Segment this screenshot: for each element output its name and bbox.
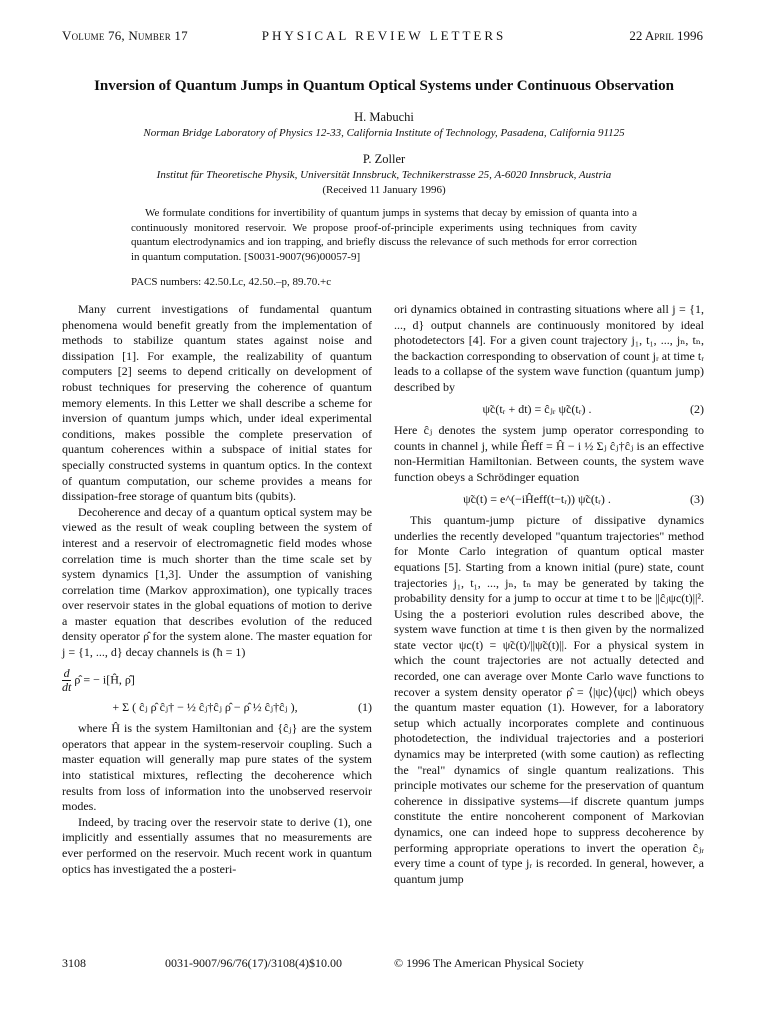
equation-1-lhs: ρ̂ = − i[Ĥ, ρ̂] [74, 671, 135, 686]
article-code: 0031-9007/96/76(17)/3108(4)$10.00 [165, 956, 342, 970]
received-date: (Received 11 January 1996) [322, 184, 446, 196]
left-paragraph-2: Decoherence and decay of a quantum optical system may be viewed as the result of weak coupling between the system of interest and a reservoir of electromagnetic field modes whose correlation time is much shorter than the time scale set by system dynamics [1,3]. Under the assumption of vanishing correlation time (Markov approximation), one typically traces over reservoir states in the global equations of motion to derive a master equation that describes evolution of the reduced density operator ρ̂ for the system alone. The master equation for j = {1, ..., d} decay channels is (ħ = 1) [62, 504, 372, 660]
left-paragraph-4: Indeed, by tracing over the reservoir state to derive (1), one implicitly and essentially assumes that no measurements are ever performed on the reservoir. Much recent work in quantum optics has investigated the a posteri- [62, 814, 372, 876]
equation-2 [394, 402, 704, 418]
equation-1-sum: + Σ ( ĉⱼ ρ̂ ĉⱼ† − ½ ĉⱼ†ĉⱼ ρ̂ − ρ̂ ½ ĉⱼ†ĉⱼ ), [112, 699, 298, 714]
equation-3-number: (3) [690, 491, 704, 506]
author-1-name: H. Mabuchi [354, 110, 414, 124]
equation-3 [394, 492, 704, 508]
header-date: 22 April 1996 [629, 28, 703, 43]
right-column [394, 302, 704, 887]
pacs-numbers: PACS numbers: 42.50.Lc, 42.50.–p, 89.70.+c [131, 276, 332, 288]
abstract: We formulate conditions for invertibility of quantum jumps in systems that decay by emission of quanta into a continuously monitored reservoir. We propose proof-of-principle experiments using techniques from cavity quantum electrodynamics and ion trapping, and briefly discuss the relevance of such methods for error correction in quantum computation. [S0031-9007(96)00057-9] [131, 207, 637, 263]
equation-1-line-2 [62, 700, 372, 716]
right-paragraph-3: This quantum-jump picture of dissipative dynamics underlies the recently developed "quantum trajectories" method for Monte Carlo integration of quantum optical master equations [5]. Starting from a known initial (pure) state, count trajectories j₁, t₁, ..., jₙ, tₙ may be generated by taking the probability density for a jump to occur at time t to be ||ĉⱼψc(t)||². Using the a posteriori evolution rules described above, the system wave function at time t is then given by the normalized state vector ψc(t) = ψ̃c(t)/||ψ̃c(t)||. For a physical system in which the count trajectories are not actually detected and recorded, one can average over Monte Carlo wave functions to recover a system density operator ρ̂ = ⟨|ψc⟩⟨ψc|⟩ which obeys the quantum master equation (1). However, for a laboratory setup which actually incorporates complete and continuous photodetection, the individual trajectories and a posteriori dynamics may be interpreted (with some caution) as reflecting the "real" dynamics of single quantum realizations. This principle motivates our scheme for the preservation of quantum coherence in dissipative systems—if discrete quantum jumps constitute the entire noncoherent component of Markovian dynamics, one can indeed hope to suppress decoherence by performing appropriate operations to invert the operation ĉⱼᵣ every time a count of type jᵣ is recorded. In general, however, a quantum jump [394, 513, 704, 886]
equation-2-body: ψ̃c(tᵣ + dt) = ĉⱼᵣ ψ̃c(tᵣ) . [482, 401, 592, 416]
equation-1-number: (1) [358, 699, 372, 714]
equation-2-number: (2) [690, 401, 704, 416]
author-2-affiliation: Institut für Theoretische Physik, Universität Innsbruck, Technikerstrasse 25, A-6020 Innsbruck, Austria [156, 169, 612, 181]
d-dt-fraction: $\frac{d}{dt}$ [62, 665, 72, 694]
header-volume: Volume 76, Number 17 [62, 28, 188, 43]
paper-title: Inversion of Quantum Jumps in Quantum Optical Systems under Continuous Observation [94, 78, 674, 94]
right-paragraph-2: Here ĉⱼ denotes the system jump operator corresponding to counts in channel j, while Ĥeff = Ĥ − i ½ Σⱼ ĉⱼ†ĉⱼ is an effective non-Hermitian Hamiltonian. Between counts, the system wave function obeys a Schrödinger equation [394, 423, 704, 484]
page-number: 3108 [62, 956, 86, 970]
left-paragraph-3: where Ĥ is the system Hamiltonian and {ĉⱼ} are the system operators that appear in the system-reservoir coupling. Such a master equation will generally map pure states of the system into statistical mixtures, reflecting the decoherence which results from loss of information into the unobserved reservoir modes. [62, 721, 372, 814]
right-paragraph-1: ori dynamics obtained in contrasting situations where all j = {1, ..., d} output channels are continuously monitored by ideal photodetectors [4]. For a given count trajectory j₁, t₁, ..., jₙ, tₙ, the backaction corresponding to observation of count jᵣ at time tᵣ leads to a collapse of the system wave function (quantum jump) described by [394, 302, 704, 394]
author-1-affiliation: Norman Bridge Laboratory of Physics 12-33, California Institute of Technology, Pasadena, California 91125 [143, 127, 625, 139]
left-column [62, 302, 372, 877]
author-2-name: P. Zoller [362, 152, 406, 166]
equation-1-line-1 [62, 667, 372, 694]
equation-3-body: ψ̃c(t) = e^(−iĤeff(t−tᵣ)) ψ̃c(tᵣ) . [463, 491, 611, 506]
left-paragraph-1: Many current investigations of fundamental quantum phenomena would benefit greatly from the implementation of methods to stabilize quantum states against noise and dissipation [1]. For example, the realizability of quantum computers [2] seems to depend critically on development of robust techniques for preserving the coherence of quantum memory elements. In this Letter we shall describe a scheme for inversion of quantum jumps which, under ideal experimental conditions, makes possible the complete preservation of quantum coherences within a subspace of initial states for specially constructed systems in quantum optics. In the context of quantum computation, our scheme provides a means for dissipation-free storage of quantum bits (qubits). [62, 302, 372, 504]
header-journal: PHYSICAL REVIEW LETTERS [261, 28, 507, 43]
copyright-notice: © 1996 The American Physical Society [394, 956, 584, 970]
